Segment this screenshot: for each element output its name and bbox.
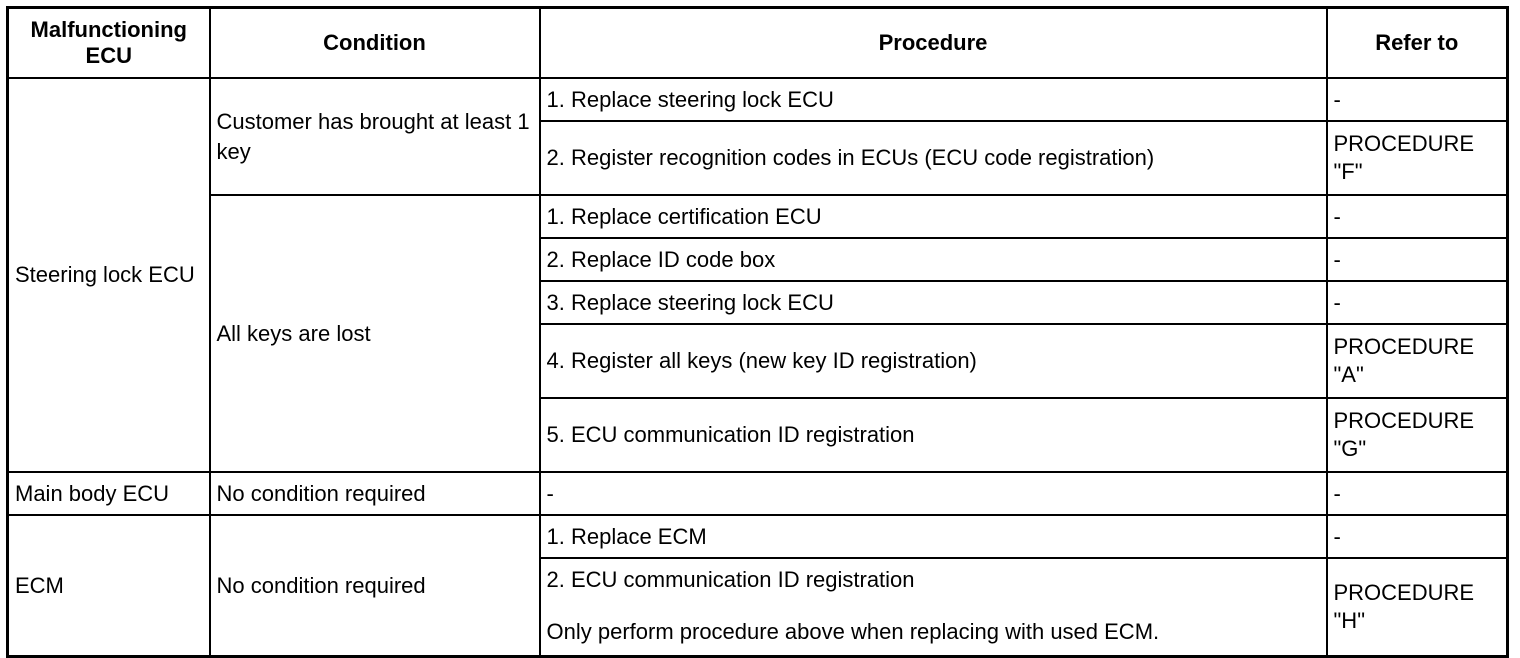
procedure-cell: 2. Register recognition codes in ECUs (ECU code registration) <box>540 121 1327 195</box>
refer-cell: - <box>1327 238 1508 281</box>
procedure-cell: 1. Replace steering lock ECU <box>540 78 1327 121</box>
table-row <box>8 472 1508 515</box>
table-row <box>8 195 1508 238</box>
ecu-cell-main-body: Main body ECU <box>8 472 210 515</box>
procedure-cell: 1. Replace certification ECU <box>540 195 1327 238</box>
table-row <box>8 515 1508 558</box>
condition-cell: No condition required <box>210 472 540 515</box>
procedure-cell: 2. Replace ID code box <box>540 238 1327 281</box>
table-row <box>8 78 1508 121</box>
refer-cell: - <box>1327 195 1508 238</box>
procedure-cell <box>540 558 1327 657</box>
refer-cell: PROCEDURE "G" <box>1327 398 1508 472</box>
refer-cell: - <box>1327 281 1508 324</box>
procedure-cell: 1. Replace ECM <box>540 515 1327 558</box>
ecu-cell-steering: Steering lock ECU <box>8 78 210 472</box>
refer-cell: - <box>1327 78 1508 121</box>
header-ecu: Malfunctioning ECU <box>8 8 210 79</box>
ecu-procedure-table <box>6 6 1509 658</box>
procedure-text: 2. ECU communication ID registration <box>546 567 915 592</box>
procedure-note: Only perform procedure above when replacing with used ECM. <box>546 619 1160 644</box>
refer-cell: PROCEDURE "H" <box>1327 558 1508 657</box>
ecu-cell-ecm: ECM <box>8 515 210 657</box>
condition-cell-key: Customer has brought at least 1 key <box>210 78 540 195</box>
procedure-cell: 3. Replace steering lock ECU <box>540 281 1327 324</box>
refer-cell: PROCEDURE "F" <box>1327 121 1508 195</box>
refer-cell: - <box>1327 472 1508 515</box>
refer-cell: PROCEDURE "A" <box>1327 324 1508 398</box>
procedure-cell: 5. ECU communication ID registration <box>540 398 1327 472</box>
procedure-cell: - <box>540 472 1327 515</box>
header-procedure: Procedure <box>540 8 1327 79</box>
refer-cell: - <box>1327 515 1508 558</box>
condition-cell-lost: All keys are lost <box>210 195 540 472</box>
condition-cell: No condition required <box>210 515 540 657</box>
procedure-cell: 4. Register all keys (new key ID registration) <box>540 324 1327 398</box>
header-condition: Condition <box>210 8 540 79</box>
header-row <box>8 8 1508 79</box>
header-refer: Refer to <box>1327 8 1508 79</box>
